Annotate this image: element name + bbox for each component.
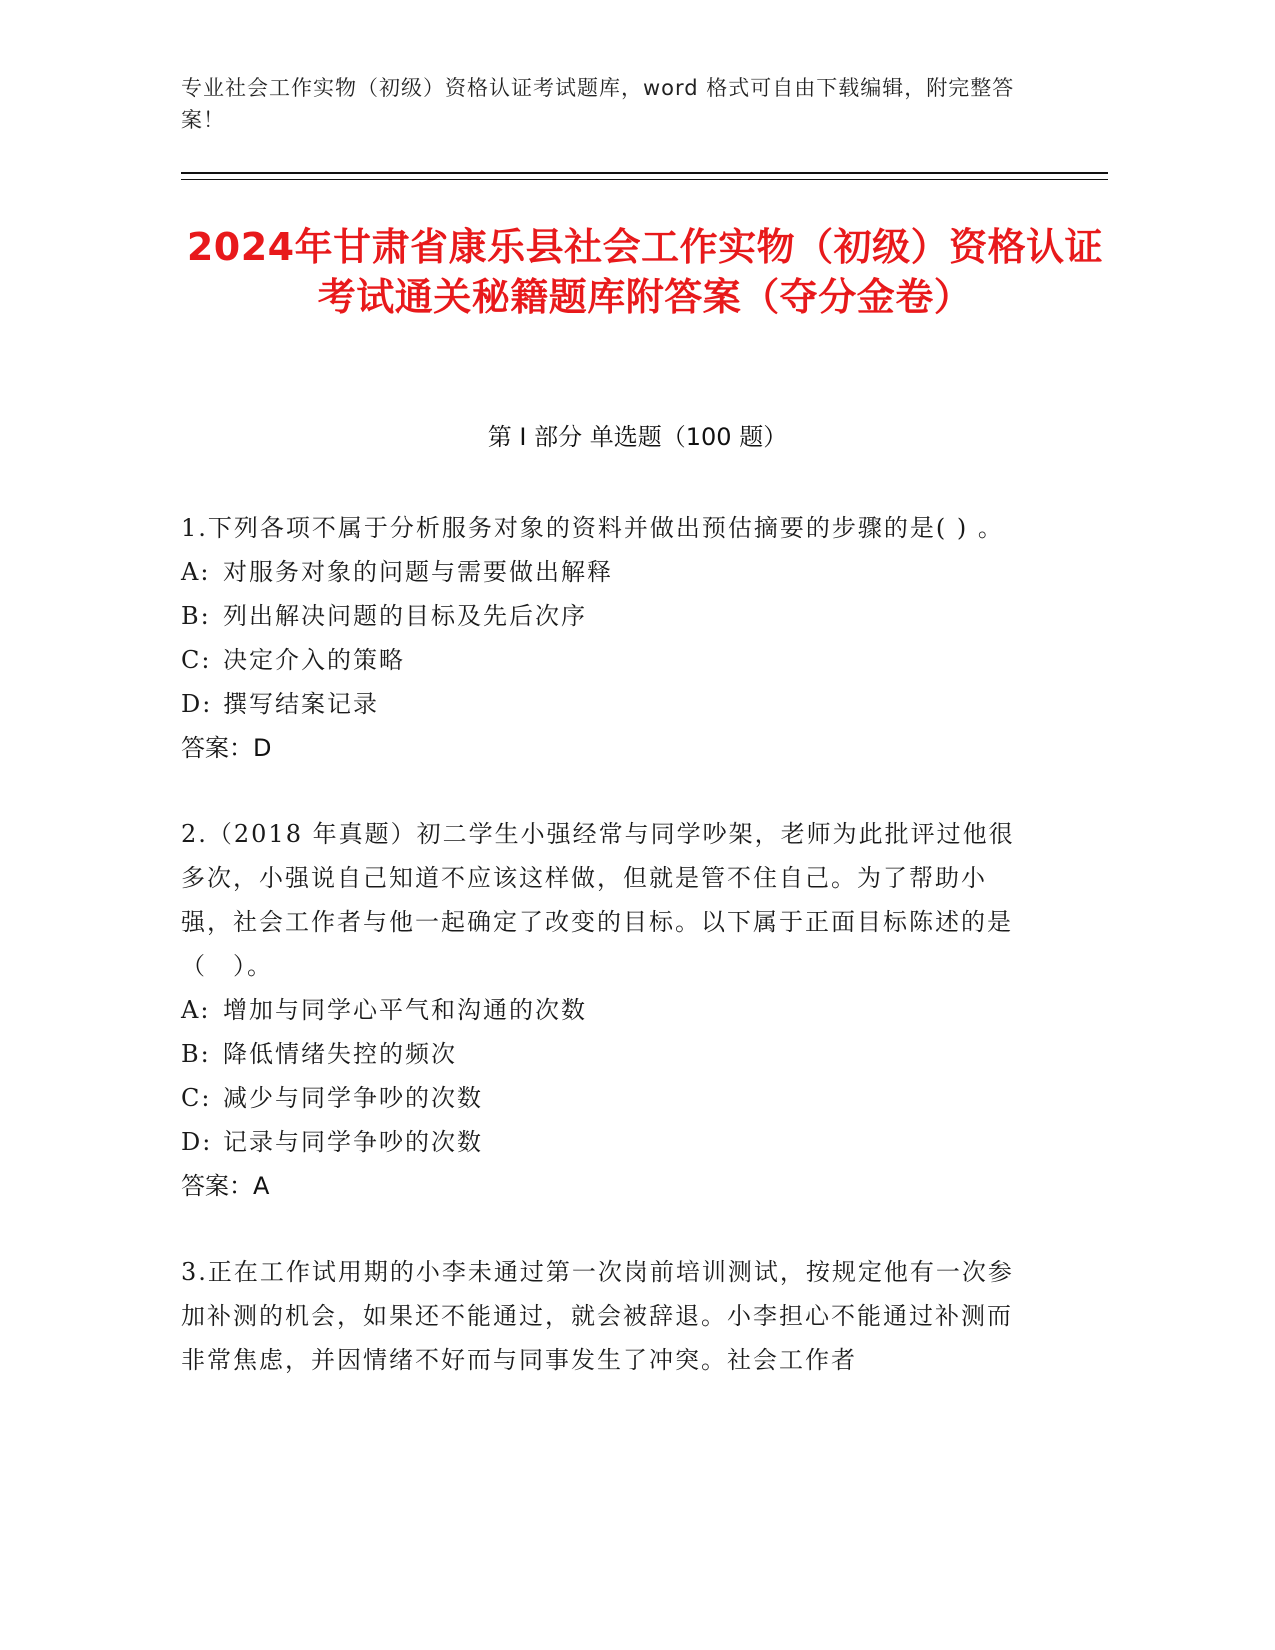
option-letter: C: xyxy=(181,646,212,674)
option-letter: B: xyxy=(181,602,211,630)
header-divider-thin xyxy=(181,179,1108,180)
question-stem: 1.下列各项不属于分析服务对象的资料并做出预估摘要的步骤的是( ) 。 xyxy=(181,514,1004,542)
option-letter: C: xyxy=(181,1084,212,1112)
option-letter: A: xyxy=(181,996,211,1024)
option-d xyxy=(181,1120,1021,1164)
option-text: 列出解决问题的目标及先后次序 xyxy=(223,602,587,630)
section-heading: 第 I 部分 单选题（100 题） xyxy=(487,423,788,451)
option-c xyxy=(181,638,1021,682)
option-text: 减少与同学争吵的次数 xyxy=(223,1084,483,1112)
option-letter: D: xyxy=(181,690,213,718)
option-c xyxy=(181,1076,1021,1120)
option-letter: D: xyxy=(181,1128,213,1156)
document-title: 2024年甘肃省康乐县社会工作实物（初级）资格认证考试通关秘籍题库附答案（夺分金卷） xyxy=(186,225,1104,319)
option-text: 对服务对象的问题与需要做出解释 xyxy=(223,558,613,586)
question-3 xyxy=(181,1250,1021,1382)
header-note: 专业社会工作实物（初级）资格认证考试题库，word 格式可自由下载编辑，附完整答案！ xyxy=(181,76,1015,132)
option-d xyxy=(181,682,1021,726)
question-2 xyxy=(181,812,1021,1208)
question-stem: 2.（2018 年真题）初二学生小强经常与同学吵架，老师为此批评过他很多次，小强说自己知道不应该这样做，但就是管不住自己。为了帮助小强，社会工作者与他一起确定了改变的目标。以下属于正面目标陈述的是（ ）。 xyxy=(181,820,1015,980)
answer-line: 答案：D xyxy=(181,734,272,762)
option-text: 撰写结案记录 xyxy=(223,690,379,718)
option-text: 决定介入的策略 xyxy=(223,646,405,674)
option-text: 记录与同学争吵的次数 xyxy=(223,1128,483,1156)
answer-line: 答案：A xyxy=(181,1172,270,1200)
option-letter: A: xyxy=(181,558,211,586)
option-a xyxy=(181,988,1021,1032)
question-1 xyxy=(181,506,1021,770)
option-b xyxy=(181,594,1021,638)
question-list xyxy=(181,506,1021,1424)
header-divider-thick xyxy=(181,172,1108,174)
option-text: 增加与同学心平气和沟通的次数 xyxy=(223,996,587,1024)
option-text: 降低情绪失控的频次 xyxy=(223,1040,457,1068)
option-b xyxy=(181,1032,1021,1076)
option-letter: B: xyxy=(181,1040,211,1068)
option-a xyxy=(181,550,1021,594)
question-stem: 3.正在工作试用期的小李未通过第一次岗前培训测试，按规定他有一次参加补测的机会，如果还不能通过，就会被辞退。小李担心不能通过补测而非常焦虑，并因情绪不好而与同事发生了冲突。社会工作者 xyxy=(181,1258,1014,1374)
